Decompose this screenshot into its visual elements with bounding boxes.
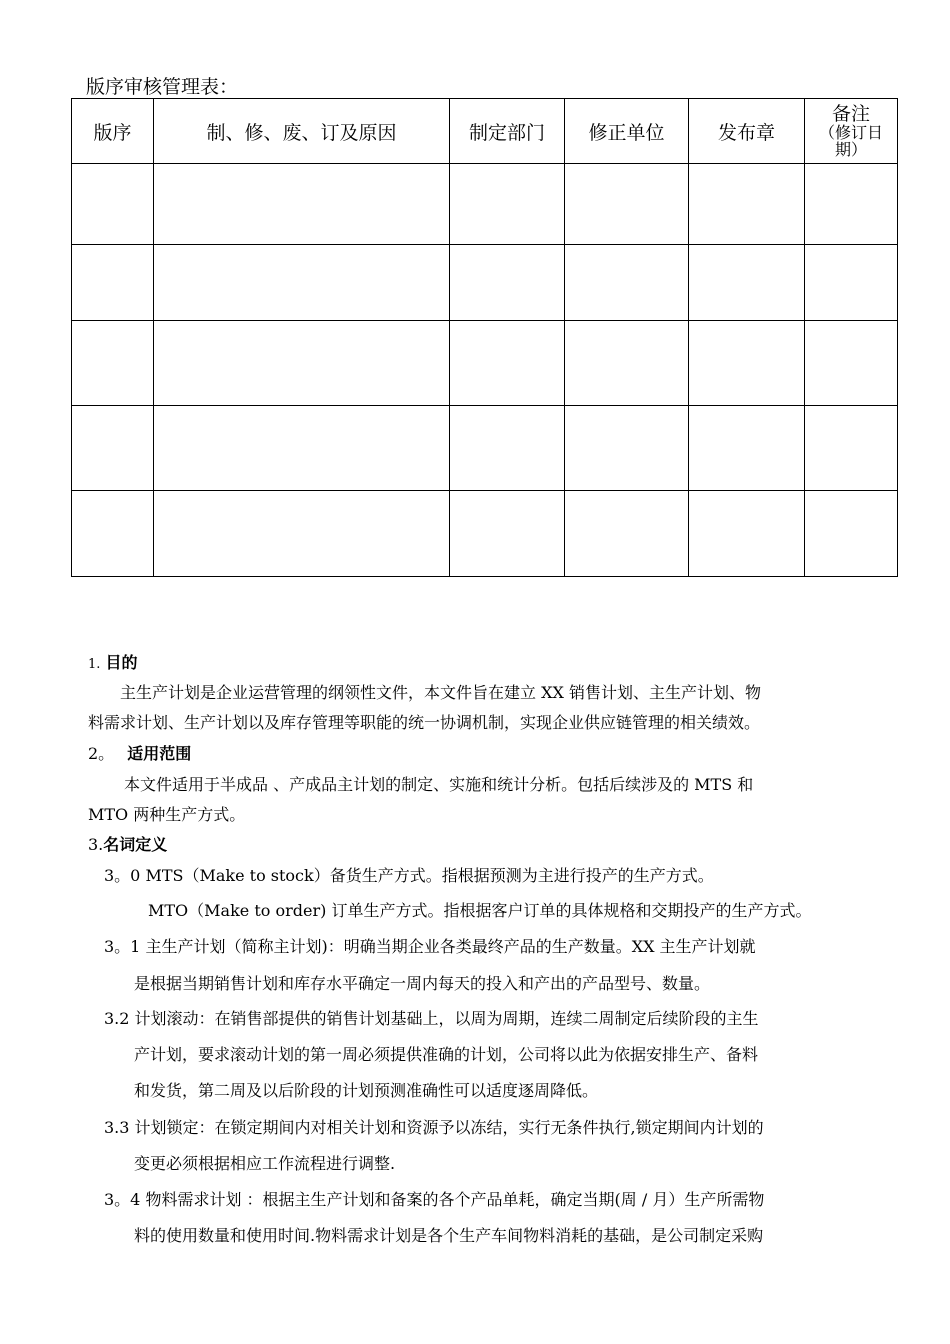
table-row (72, 321, 898, 406)
cell-revise-unit (565, 406, 689, 491)
def-3-2-line3: 和发货，第二周及以后阶段的计划预测准确性可以适度逐周降低。 (134, 1081, 599, 1100)
cell-version (72, 245, 154, 321)
table-header-row (72, 99, 898, 164)
header-version: 版序 (72, 99, 154, 164)
header-seal: 发布章 (689, 99, 805, 164)
def-3-4-line2: 料的使用数量和使用时间.物料需求计划是各个生产车间物料消耗的基础，是公司制定采购 (134, 1226, 764, 1245)
cell-dept (450, 164, 565, 245)
def-3-0-line1: 3。0 MTS（Make to stock）备货生产方式。指根据预测为主进行投产的生产方式。 (104, 866, 714, 885)
def-3-3-line2: 变更必须根据相应工作流程进行调整. (134, 1154, 396, 1173)
def-3-4-line1: 3。4 物料需求计划 ：根据主生产计划和备案的各个产品单耗，确定当期(周 / 月）生产所需物 (104, 1190, 765, 1209)
cell-dept (450, 491, 565, 577)
table-row (72, 245, 898, 321)
cell-remark (805, 491, 898, 577)
section-1-title: 目的 (105, 653, 138, 672)
cell-reason (154, 491, 450, 577)
header-remark-line1: 备注 (831, 103, 870, 125)
table-row (72, 164, 898, 245)
def-3-1-line2: 是根据当期销售计划和库存水平确定一周内每天的投入和产出的产品型号、数量。 (134, 974, 711, 993)
def-3-2-line2: 产计划，要求滚动计划的第一周必须提供准确的计划，公司将以此为依据安排生产、备料 (134, 1045, 759, 1064)
cell-remark (805, 321, 898, 406)
cell-seal (689, 321, 805, 406)
cell-seal (689, 491, 805, 577)
cell-seal (689, 406, 805, 491)
section-1-heading (0, 648, 950, 680)
table-row (72, 406, 898, 491)
cell-revise-unit (565, 321, 689, 406)
section-2-text-line1: 本文件适用于半成品 、产成品主计划的制定、实施和统计分析。包括后续涉及的 MTS 和 (124, 775, 754, 794)
cell-seal (689, 245, 805, 321)
header-dept: 制定部门 (450, 99, 565, 164)
cell-dept (450, 406, 565, 491)
def-3-2-line1: 3.2 计划滚动：在销售部提供的销售计划基础上，以周为周期，连续二周制定后续阶段的主生 (104, 1009, 759, 1028)
cell-remark (805, 245, 898, 321)
def-3-3-line1: 3.3 计划锁定：在锁定期间内对相关计划和资源予以冻结，实行无条件执行,锁定期间内计划的 (104, 1118, 764, 1137)
cell-remark (805, 164, 898, 245)
cell-reason (154, 406, 450, 491)
cell-version (72, 164, 154, 245)
cell-remark (805, 406, 898, 491)
table-row (72, 491, 898, 577)
cell-revise-unit (565, 164, 689, 245)
header-remark-line2: （修订日 (818, 123, 883, 142)
cell-reason (154, 245, 450, 321)
section-2-title: 适用范围 (127, 744, 192, 763)
cell-seal (689, 164, 805, 245)
cell-version (72, 406, 154, 491)
section-3-title: 名词定义 (103, 835, 168, 854)
header-remark-line3: 期） (834, 140, 867, 159)
header-revise-unit: 修正单位 (565, 99, 689, 164)
section-3-heading (0, 830, 950, 860)
section-2-heading (0, 739, 950, 769)
section-2-text-line2: MTO 两种生产方式。 (88, 805, 246, 824)
cell-version (72, 321, 154, 406)
section-3-number: 3. (88, 835, 104, 854)
revision-table (71, 98, 898, 577)
section-1-number: 1. (88, 657, 101, 672)
cell-reason (154, 321, 450, 406)
def-3-1-line1: 3。1 主生产计划（简称主计划)：明确当期企业各类最终产品的生产数量。XX 主生产计划就 (104, 937, 756, 956)
cell-version (72, 491, 154, 577)
def-3-0-line2: MTO（Make to order) 订单生产方式。指根据客户订单的具体规格和交期投产的生产方式。 (148, 901, 812, 920)
cell-dept (450, 321, 565, 406)
table-title: 版序审核管理表： (86, 76, 239, 98)
section-1-text-line1: 主生产计划是企业运营管理的纲领性文件，本文件旨在建立 XX 销售计划、主生产计划、物 (120, 683, 761, 702)
cell-dept (450, 245, 565, 321)
header-reason: 制、修、废、订及原因 (154, 99, 450, 164)
cell-reason (154, 164, 450, 245)
header-remark (805, 99, 898, 164)
section-1-text-line2: 料需求计划、生产计划以及库存管理等职能的统一协调机制，实现企业供应链管理的相关绩效。 (88, 713, 761, 732)
cell-revise-unit (565, 245, 689, 321)
cell-revise-unit (565, 491, 689, 577)
section-2-number: 2。 (88, 744, 115, 763)
